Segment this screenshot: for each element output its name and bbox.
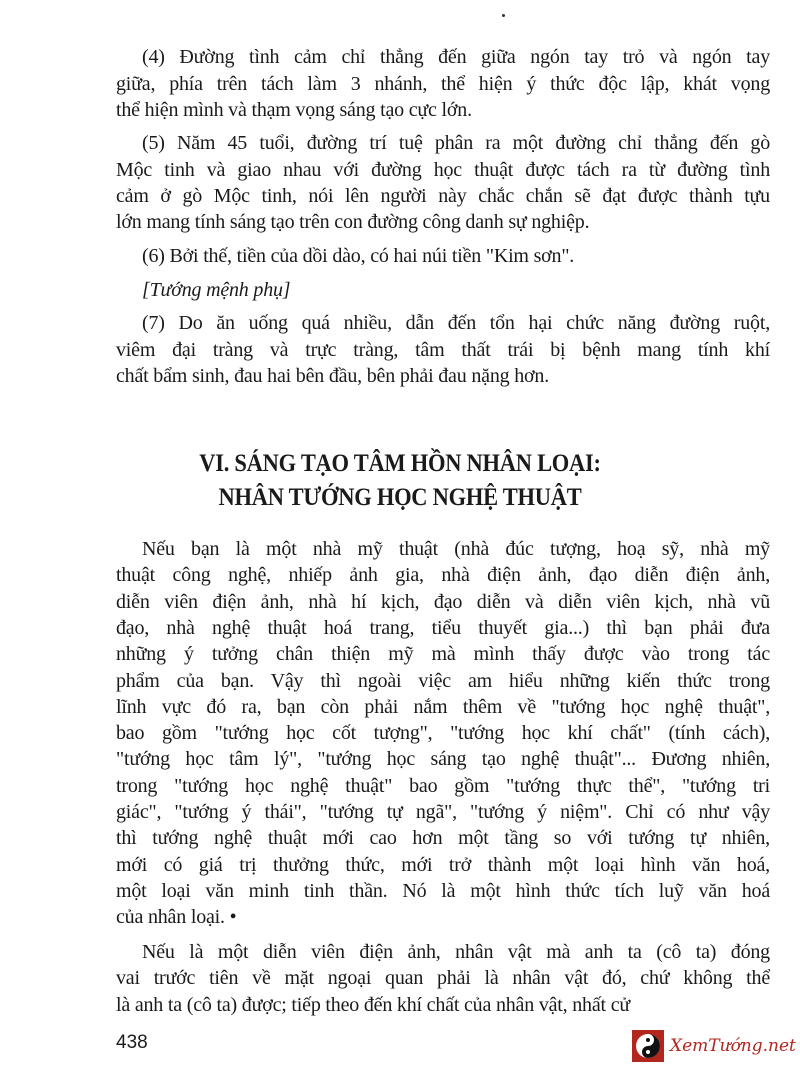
yin-yang-icon [632, 1030, 664, 1062]
text-line: thể hiện mình và thạm vọng sáng tạo cực lớn. [116, 99, 472, 121]
text-line: chất bẩm sinh, đau hai bên đầu, bên phải đau nặng hơn. [116, 365, 549, 387]
section-heading: NHÂN TƯỚNG HỌC NGHỆ THUẬT [218, 484, 582, 511]
text-line: bao gồm "tướng học cốt tượng", "tướng học khí chất" (tính cách), [116, 722, 770, 745]
text-line: (4) Đường tình cảm chỉ thẳng đến giữa ngón tay trỏ và ngón tay [142, 46, 770, 68]
text-line: những ý tưởng chân thiện mỹ mà mình thấy được vào trong tác [116, 643, 770, 666]
text-line: của nhân loại. • [116, 906, 237, 929]
text-line: Nếu là một diễn viên điện ảnh, nhân vật mà anh ta (cô ta) đóng [142, 941, 770, 963]
text-line: thì tướng nghệ thuật mới cao hơn một tầng so với tướng tự nhiên, [116, 827, 770, 850]
text-line: trong "tướng học nghệ thuật" bao gồm "tướng thực thể", "tướng tri [116, 774, 770, 797]
scan-speck [502, 14, 505, 17]
text-line: diễn viên điện ảnh, nhà hí kịch, đạo diễn và diễn viên kịch, nhà vũ [116, 590, 770, 613]
text-line: là anh ta (cô ta) được; tiếp theo đến khí chất của nhân vật, nhất cử [116, 994, 631, 1016]
text-line: (6) Bởi thế, tiền của dồi dào, có hai núi tiền "Kim sơn". [142, 245, 575, 267]
text-line: đạo, nhà nghệ thuật hoá trang, tiểu thuyết gia...) thì bạn phải đưa [116, 616, 770, 639]
text-line: cảm ở gò Mộc tinh, nói lên người này chắc chắn sẽ đạt được thành tựu [116, 185, 770, 207]
text-line: lớn mang tính sáng tạo trên con đường công danh sự nghiệp. [116, 211, 590, 233]
watermark-text: XemTướng.net [670, 1036, 796, 1056]
text-line: thuật công nghệ, nhiếp ảnh gia, nhà điện ảnh, đạo diễn điện ảnh, [116, 564, 770, 587]
text-line: viêm đại tràng và trực tràng, tâm thất trái bị bệnh mang tính khí [116, 339, 770, 361]
text-line: (5) Năm 45 tuổi, đường trí tuệ phân ra một đường chỉ thẳng đến gò [142, 132, 770, 154]
section-heading: VI. SÁNG TẠO TÂM HỒN NHÂN LOẠI: [199, 450, 601, 477]
text-line: giác", "tướng ý thái", "tướng tự ngã", "tướng ý niệm". Chỉ có như vậy [116, 801, 770, 823]
page-number: 438 [116, 1032, 148, 1053]
text-line: (7) Do ăn uống quá nhiều, dẫn đến tổn hại chức năng đường ruột, [142, 312, 770, 334]
watermark-logo [632, 1030, 796, 1062]
text-line: giữa, phía trên tách làm 3 nhánh, thể hiện ý thức độc lập, khát vọng [116, 73, 770, 95]
text-line: một loại văn minh tinh thần. Nó là một hình thức tích luỹ văn hoá [116, 879, 770, 902]
text-line: Mộc tinh và giao nhau với đường học thuật được tách ra từ đường tình [116, 159, 770, 181]
text-line: lĩnh vực đó ra, bạn còn phải nắm thêm về "tướng học nghệ thuật", [116, 695, 770, 718]
text-line: [Tướng mệnh phụ] [142, 279, 291, 301]
text-line: phẩm của bạn. Vậy thì ngoài việc am hiểu những kiến thức trong [116, 669, 770, 692]
text-line: vai trước tiên về mặt ngoại quan phải là nhân vật đó, chứ không thể [116, 967, 770, 989]
text-line: Nếu bạn là một nhà mỹ thuật (nhà đúc tượng, hoạ sỹ, nhà mỹ [142, 538, 770, 560]
text-line: "tướng học tâm lý", "tướng học sáng tạo nghệ thuật"... Đương nhiên, [116, 748, 770, 771]
text-line: mới có giá trị thưởng thức, mới trở thành một loại hình văn hoá, [116, 853, 770, 876]
